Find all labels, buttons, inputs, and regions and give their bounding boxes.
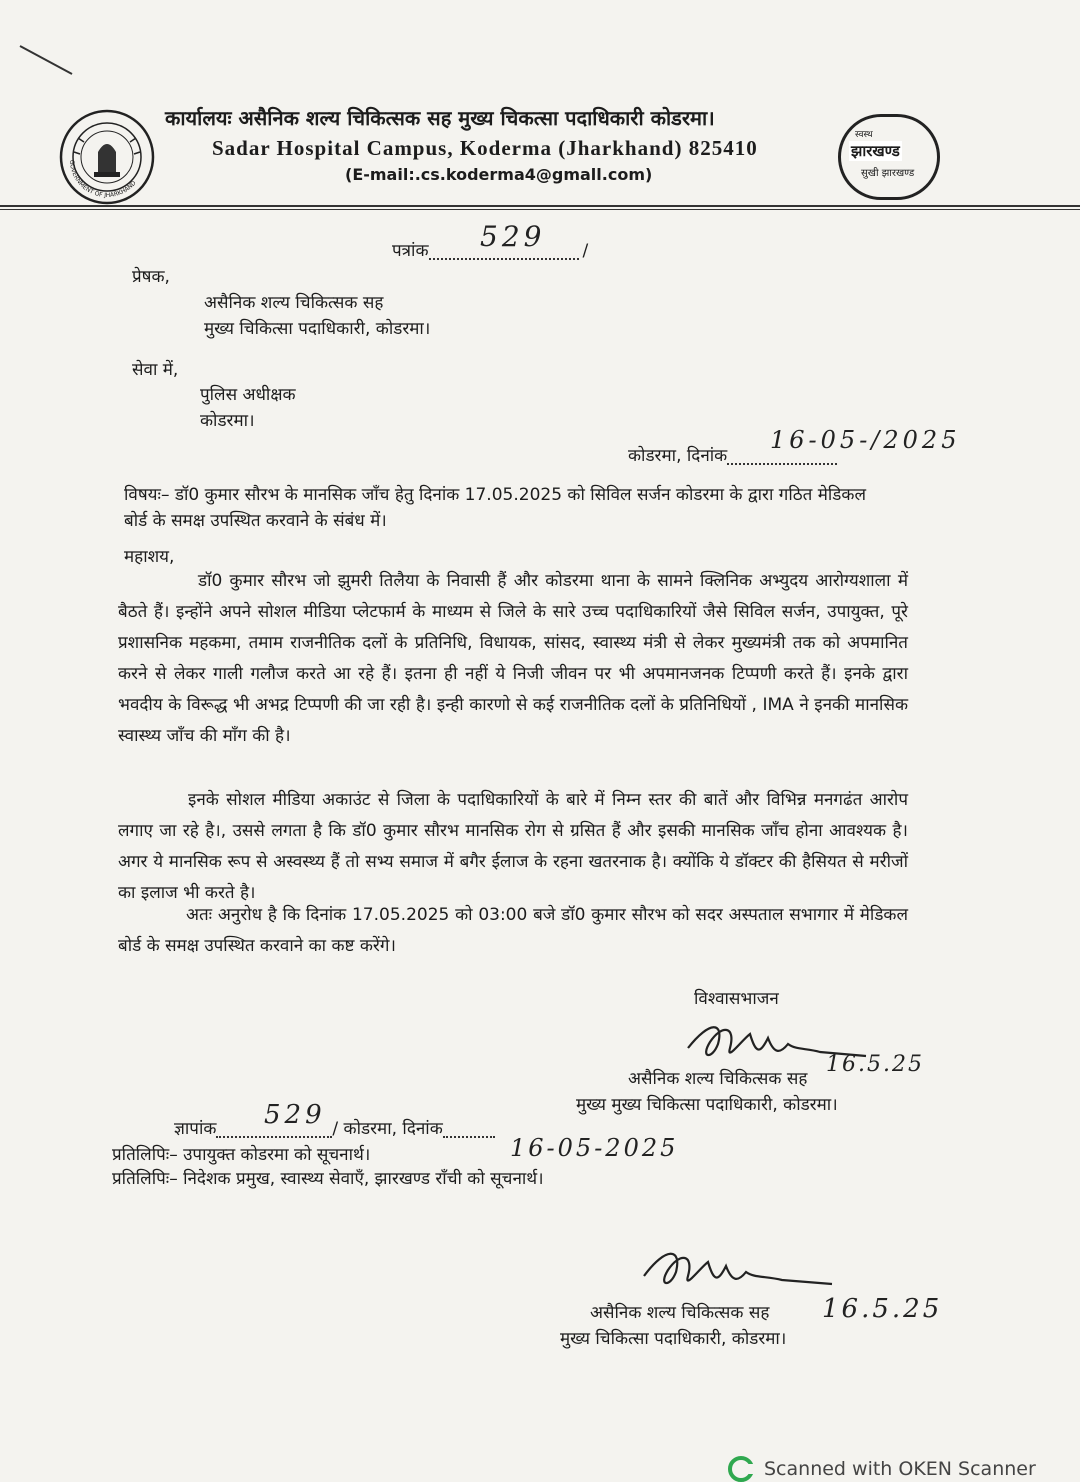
copy-line-1: प्रतिलिपिः– उपायुक्त कोडरमा को सूचनार्थ। xyxy=(112,1145,371,1165)
memo-label: ज्ञापांक xyxy=(174,1119,217,1139)
state-emblem-seal-icon xyxy=(58,108,156,206)
date-label: कोडरमा, दिनांक xyxy=(628,446,728,466)
memo-date-handwritten: 16-05-2025 xyxy=(510,1134,679,1162)
signature-1-date: 16.5.25 xyxy=(826,1052,924,1077)
signature-1-line2: मुख्य मुख्य चिकित्सा पदाधिकारी, कोडरमा। xyxy=(576,1095,838,1115)
salutation: महाशय, xyxy=(124,547,175,567)
subject-label: विषयः– xyxy=(124,485,170,505)
recipient-line1: पुलिस अधीक्षक xyxy=(200,385,296,405)
office-address: Sadar Hospital Campus, Koderma (Jharkhand) 825410 xyxy=(212,136,758,160)
logo-bottom-text: सुखी झारखण्ड xyxy=(861,168,915,179)
memo-mid: / कोडरमा, दिनांक xyxy=(332,1119,443,1139)
subject-block xyxy=(124,482,884,534)
pen-stroke-mark xyxy=(18,40,78,80)
sender-line1: असैनिक शल्य चिकित्सक सह xyxy=(204,293,384,313)
sender-line2: मुख्य चिकित्सा पदाधिकारी, कोडरमा। xyxy=(204,319,431,339)
body-paragraph-3: अतः अनुरोध है कि दिनांक 17.05.2025 को 03:00 बजे डॉ0 कुमार सौरभ को सदर अस्पताल सभागार में मेडिकल बोर्ड के समक्ष उपस्थित करवाने का कष्ट करेंगे। xyxy=(118,905,908,956)
logo-main-text: झारखण्ड xyxy=(851,142,900,160)
closing-text: विश्वासभाजन xyxy=(694,989,779,1009)
oken-scanner-logo-icon xyxy=(728,1456,754,1482)
signature-2 xyxy=(636,1240,836,1302)
scanner-watermark xyxy=(728,1456,1036,1482)
signature-2-line2: मुख्य चिकित्सा पदाधिकारी, कोडरमा। xyxy=(560,1329,787,1349)
date-handwritten: 16-05-/2025 xyxy=(770,426,961,454)
subject-text: डॉ0 कुमार सौरभ के मानसिक जाँच हेतु दिनांक 17.05.2025 को सिविल सर्जन कोडरमा के द्वारा गठित मेडिकल बोर्ड के समक्ष उपस्थित करवाने के संबंध में। xyxy=(124,485,866,531)
letter-number-label: पत्रांक xyxy=(392,241,429,261)
letterhead-divider xyxy=(0,205,1080,207)
body-paragraph-2: इनके सोशल मीडिया अकाउंट से जिला के पदाधिकारियों के बारे में निम्न स्तर की बातें और विभिन्न मनगढंत आरोप लगाए जा रहे है।, उससे लगता है कि डॉ0 कुमार सौरभ मानसिक रोग से ग्रसित हैं और इसकी मानसिक जाँच होना आवश्यक है। अगर ये मानसिक रूप से अस्वस्थ्य हैं तो सभ्य समाज में बगैर ईलाज के रहना खतरनाक है। क्योंकि ये डॉक्टर की हैसियत से मरीजों का इलाज भी करते है। xyxy=(118,790,908,903)
recipient-label: सेवा में, xyxy=(132,360,179,380)
swasth-jharkhand-logo xyxy=(838,114,940,200)
body-paragraph-1: डॉ0 कुमार सौरभ जो झुमरी तिलैया के निवासी हैं और कोडरमा थाना के सामने क्लिनिक अभ्युदय आरोग्यशाला में बैठते हैं। इन्होंने अपने सोशल मीडिया प्लेटफार्म के माध्यम से जिले के सारे उच्च पदाधिकारियों जैसे सिविल सर्जन, उपायुक्त, पूरे प्रशासनिक महकमा, तमाम राजनीतिक दलों के प्रतिनिधि, विधायक, सांसद, स्वास्थ्य मंत्री से लेकर मुख्यमंत्री तक को अपमानित करने से लेकर गाली गलौज करते आ रहे हैं। इतना ही नहीं ये निजी जीवन पर भी अपमानजनक टिप्पणी करते हैं। इनके द्वारा भवदीय के विरूद्ध भी अभद्र टिप्पणी की जा रही है। इन्ही कारणो से कई राजनीतिक दलों के प्रतिनिधियों , IMA ने इनकी मानसिक स्वास्थ्य जाँच की माँग की है। xyxy=(118,571,908,746)
copy-line-2: प्रतिलिपिः– निदेशक प्रमुख, स्वास्थ्य सेवाएँ, झारखण्ड राँची को सूचनार्थ। xyxy=(112,1169,544,1189)
sender-label: प्रेषक, xyxy=(132,267,170,287)
signature-2-line1: असैनिक शल्य चिकित्सक सह xyxy=(590,1303,770,1323)
recipient-line2: कोडरमा। xyxy=(200,411,255,431)
logo-top-text: स्वस्थ xyxy=(855,130,873,140)
office-title: कार्यालयः असैनिक शल्य चिकित्सक सह मुख्य चिकत्सा पदाधिकारी कोडरमा। xyxy=(165,106,715,130)
memo-row xyxy=(174,1116,495,1139)
memo-number-handwritten: 529 xyxy=(264,1100,326,1130)
signature-2-date: 16.5.25 xyxy=(822,1294,943,1324)
letterhead-divider-thin xyxy=(0,209,1080,210)
letter-number-handwritten: 529 xyxy=(480,220,546,253)
office-email: (E-mail:.cs.koderma4@gmall.com) xyxy=(345,165,653,184)
seal-text: GOVERNMENT OF JHARKHAND xyxy=(67,159,138,200)
scanner-watermark-text: Scanned with OKEN Scanner xyxy=(764,1458,1036,1480)
letter-number-suffix: / xyxy=(582,241,589,261)
signature-1-line1: असैनिक शल्य चिकित्सक सह xyxy=(628,1069,808,1089)
